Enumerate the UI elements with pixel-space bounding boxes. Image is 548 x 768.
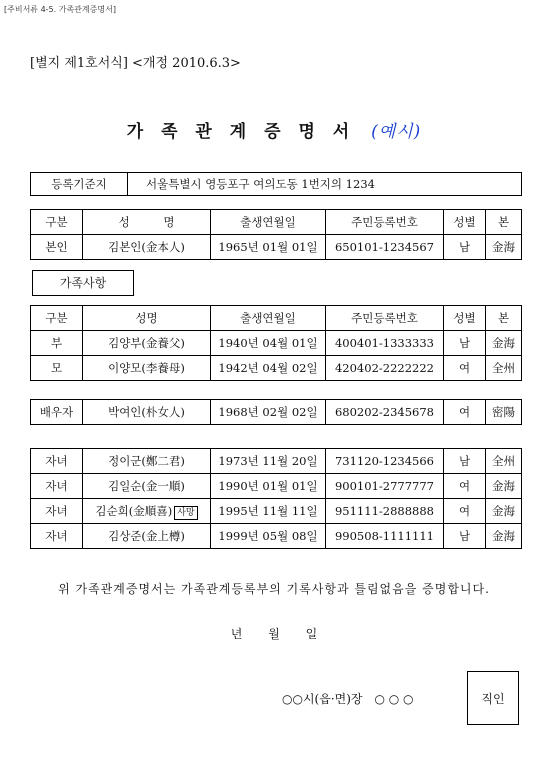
cell-name-text: 김순희(金順喜) bbox=[95, 503, 173, 518]
cell-birth: 1968년 02월 02일 bbox=[211, 400, 326, 425]
cell-rrn: 990508-1111111 bbox=[326, 524, 444, 549]
cell-sex: 남 bbox=[444, 235, 486, 260]
table-row bbox=[31, 400, 522, 425]
cell-rel: 부 bbox=[31, 331, 83, 356]
issuer: ○○시(읍·면)장 ○ ○ ○ bbox=[282, 692, 414, 706]
cell-name: 김양부(金養父) bbox=[83, 331, 211, 356]
cell-origin: 全州 bbox=[486, 356, 522, 381]
cell-rel: 모 bbox=[31, 356, 83, 381]
official-seal-box: 직인 bbox=[467, 671, 519, 725]
cell-sex: 남 bbox=[444, 524, 486, 549]
cell-sex: 남 bbox=[444, 331, 486, 356]
table-row bbox=[31, 474, 522, 499]
cell-origin: 金海 bbox=[486, 474, 522, 499]
cell-birth: 1965년 01월 01일 bbox=[211, 235, 326, 260]
col-header-birth: 출생연월일 bbox=[211, 210, 326, 235]
registry-value: 서울특별시 영등포구 여의도동 1번지의 1234 bbox=[128, 173, 522, 196]
col-header-name: 성명 bbox=[83, 306, 211, 331]
cell-name: 박여인(朴女人) bbox=[83, 400, 211, 425]
table-row bbox=[31, 499, 522, 524]
col-header-rel: 구분 bbox=[31, 306, 83, 331]
form-label: [별지 제1호서식] <개정 2010.6.3> bbox=[30, 56, 241, 71]
col-header-name: 성 명 bbox=[83, 210, 211, 235]
self-table bbox=[30, 209, 522, 260]
cell-rel: 자녀 bbox=[31, 524, 83, 549]
cell-sex: 여 bbox=[444, 400, 486, 425]
table-row bbox=[31, 449, 522, 474]
cell-rrn: 420402-2222222 bbox=[326, 356, 444, 381]
cell-rrn: 951111-2888888 bbox=[326, 499, 444, 524]
col-header-rrn: 주민등록번호 bbox=[326, 306, 444, 331]
cell-name: 이양모(李養母) bbox=[83, 356, 211, 381]
title-text: 가 족 관 계 증 명 서 bbox=[126, 122, 356, 142]
cell-origin: 金海 bbox=[486, 331, 522, 356]
cell-birth: 1990년 01월 01일 bbox=[211, 474, 326, 499]
cell-origin: 金海 bbox=[486, 235, 522, 260]
cell-name: 김본인(金本人) bbox=[83, 235, 211, 260]
title-example: (예시) bbox=[371, 122, 422, 142]
col-header-rrn: 주민등록번호 bbox=[326, 210, 444, 235]
cell-rel: 자녀 bbox=[31, 449, 83, 474]
family-section-label: 가족사항 bbox=[32, 270, 134, 296]
cell-name: 정이군(鄭二君) bbox=[83, 449, 211, 474]
table-row bbox=[31, 524, 522, 549]
cell-origin: 全州 bbox=[486, 449, 522, 474]
cell-origin: 金海 bbox=[486, 524, 522, 549]
cell-name bbox=[83, 499, 211, 524]
table-row bbox=[31, 331, 522, 356]
cell-birth: 1995년 11월 11일 bbox=[211, 499, 326, 524]
cell-rel: 자녀 bbox=[31, 474, 83, 499]
cell-sex: 남 bbox=[444, 449, 486, 474]
registry-table bbox=[30, 172, 522, 196]
certification-statement: 위 가족관계증명서는 가족관계등록부의 기록사항과 틀림없음을 증명합니다. bbox=[58, 582, 490, 596]
col-header-sex: 성별 bbox=[444, 210, 486, 235]
cell-sex: 여 bbox=[444, 356, 486, 381]
cell-origin: 金海 bbox=[486, 499, 522, 524]
cell-sex: 여 bbox=[444, 499, 486, 524]
document-title bbox=[0, 117, 548, 142]
children-table bbox=[30, 448, 522, 549]
cell-rel: 배우자 bbox=[31, 400, 83, 425]
cell-rrn: 731120-1234566 bbox=[326, 449, 444, 474]
cell-rrn: 680202-2345678 bbox=[326, 400, 444, 425]
date-line: 년 월 일 bbox=[230, 627, 318, 641]
col-header-origin: 본 bbox=[486, 210, 522, 235]
registry-label: 등록기준지 bbox=[31, 173, 128, 196]
parents-table bbox=[30, 305, 522, 381]
cell-rrn: 900101-2777777 bbox=[326, 474, 444, 499]
cell-birth: 1999년 05월 08일 bbox=[211, 524, 326, 549]
cell-birth: 1940년 04월 01일 bbox=[211, 331, 326, 356]
cell-rrn: 400401-1333333 bbox=[326, 331, 444, 356]
cell-birth: 1942년 04월 02일 bbox=[211, 356, 326, 381]
cell-name: 김일순(金一順) bbox=[83, 474, 211, 499]
col-header-origin: 본 bbox=[486, 306, 522, 331]
col-header-sex: 성별 bbox=[444, 306, 486, 331]
cell-name: 김상준(金上樽) bbox=[83, 524, 211, 549]
cell-rel: 자녀 bbox=[31, 499, 83, 524]
header-note: [주비서류 4-5. 가족관계증명서] bbox=[4, 5, 116, 14]
cell-sex: 여 bbox=[444, 474, 486, 499]
cell-rel: 본인 bbox=[31, 235, 83, 260]
spouse-table bbox=[30, 399, 522, 425]
cell-rrn: 650101-1234567 bbox=[326, 235, 444, 260]
table-row bbox=[31, 235, 522, 260]
cell-origin: 密陽 bbox=[486, 400, 522, 425]
deceased-tag: 사망 bbox=[174, 506, 197, 520]
col-header-birth: 출생연월일 bbox=[211, 306, 326, 331]
cell-birth: 1973년 11월 20일 bbox=[211, 449, 326, 474]
table-row bbox=[31, 356, 522, 381]
col-header-rel: 구분 bbox=[31, 210, 83, 235]
